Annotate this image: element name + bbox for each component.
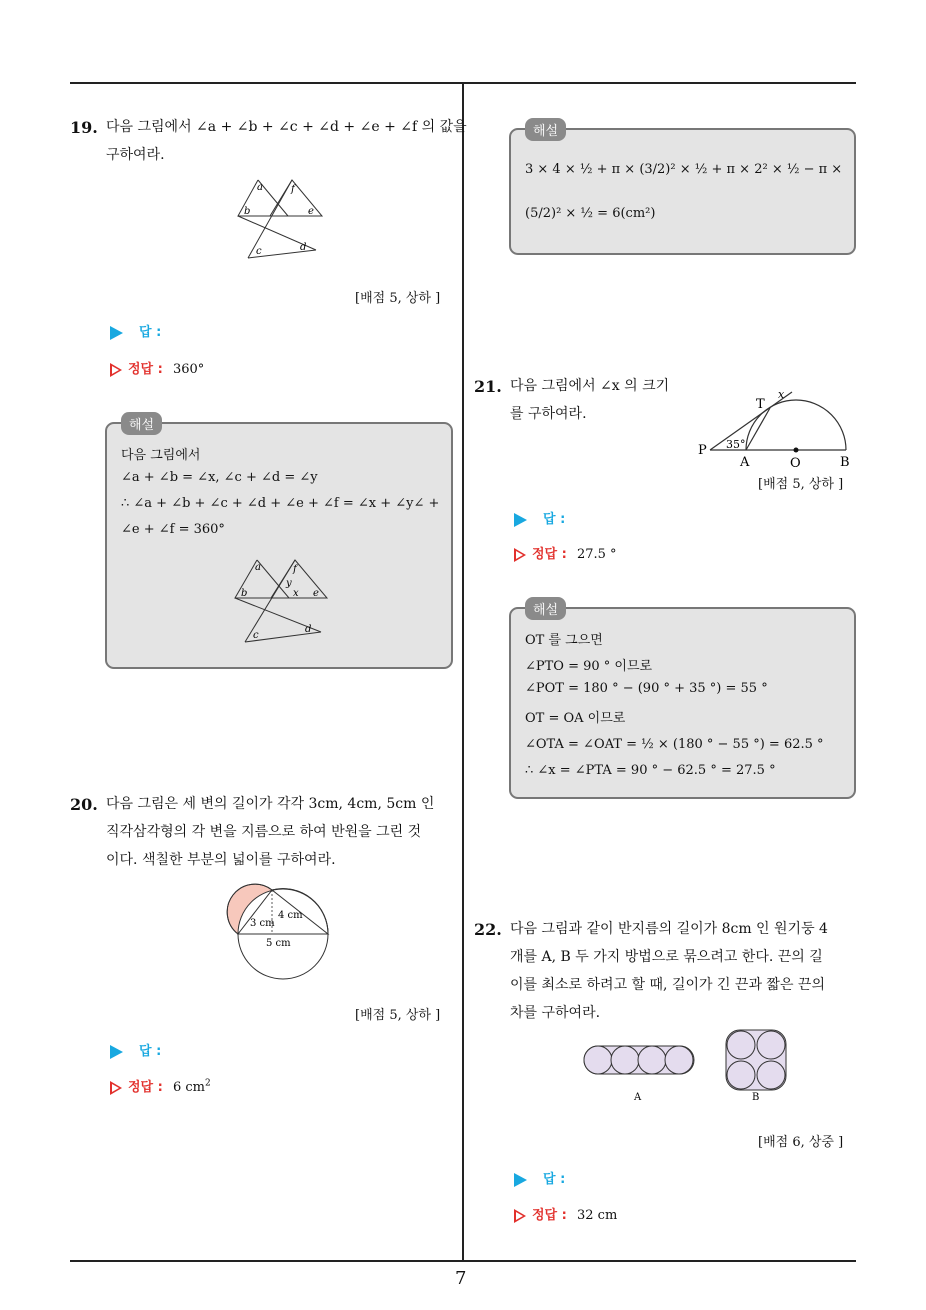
q19-exfig-label-y: y bbox=[286, 578, 292, 589]
q19-fig-label-e: e bbox=[308, 206, 314, 217]
q20-fig-label-4cm: 4 cm bbox=[278, 910, 303, 921]
q20-explain-line-1: 3 × 4 × ½ + π × (3/2)² × ½ + π × 2² × ½ − π × bbox=[525, 162, 843, 177]
q19-exfig-label-x: x bbox=[293, 588, 299, 599]
q19-exfig-label-b: b bbox=[241, 588, 248, 599]
answer-label: 답 : bbox=[139, 325, 162, 340]
correct-triangle-icon bbox=[110, 1081, 122, 1095]
q19-exfig-label-e: e bbox=[313, 588, 319, 599]
q20-explanation-box bbox=[509, 124, 856, 255]
q21-answer-row bbox=[514, 508, 565, 527]
q19-number: 19. bbox=[70, 118, 98, 137]
bottom-rule bbox=[70, 1260, 856, 1262]
q19-fig-label-c: c bbox=[256, 246, 262, 257]
q22-text-4: 차를 구하여라. bbox=[510, 1005, 601, 1021]
q22-correct-row bbox=[514, 1204, 617, 1223]
q19-explain-line-2: ∠a + ∠b = ∠x, ∠c + ∠d = ∠y bbox=[121, 470, 318, 485]
column-divider bbox=[462, 82, 464, 1262]
q19-exfig-label-a: a bbox=[255, 562, 261, 573]
q19-fig-label-b: b bbox=[244, 206, 251, 217]
q20-answer-sup: 2 bbox=[205, 1078, 211, 1089]
q20-score: [배점 5, 상하 ] bbox=[355, 1008, 441, 1023]
q21-explain-line-2: ∠PTO = 90 ° 이므로 bbox=[525, 659, 653, 674]
q21-answer-value: 27.5 ° bbox=[576, 547, 617, 562]
q21-correct-row bbox=[514, 543, 617, 562]
q21-fig-label-P: P bbox=[698, 443, 707, 458]
q21-explain-line-6: ∴ ∠x = ∠PTA = 90 ° − 62.5 ° = 27.5 ° bbox=[525, 763, 776, 778]
answer-triangle-icon bbox=[514, 513, 527, 527]
q19-fig-label-d: d bbox=[300, 242, 307, 253]
q19-explain-line-1: 다음 그림에서 bbox=[121, 448, 201, 463]
q21-fig-label-x: x bbox=[778, 388, 785, 401]
q19-fig-label-a: a bbox=[257, 182, 263, 193]
q19-explain-figure bbox=[227, 552, 337, 648]
q19-figure bbox=[230, 172, 330, 264]
q22-number: 22. bbox=[474, 920, 502, 939]
q20-answer-row bbox=[110, 1040, 161, 1059]
q20-text-1: 다음 그림은 세 변의 길이가 각각 3cm, 4cm, 5cm 인 bbox=[106, 796, 435, 812]
answer-label: 답 : bbox=[139, 1044, 162, 1059]
correct-label: 정답 : bbox=[532, 547, 567, 562]
q19-exfig-label-f: f bbox=[293, 564, 297, 575]
q22-score: [배점 6, 상중 ] bbox=[758, 1135, 844, 1150]
page-number: 7 bbox=[455, 1268, 467, 1289]
answer-label: 답 : bbox=[543, 512, 566, 527]
q19-text-2: 구하여라. bbox=[106, 147, 165, 163]
q21-score: [배점 5, 상하 ] bbox=[758, 477, 844, 492]
q19-correct-row bbox=[110, 358, 204, 377]
q21-figure bbox=[696, 386, 858, 470]
q19-answer-value: 360° bbox=[172, 362, 205, 377]
q21-fig-label-35: 35° bbox=[726, 438, 746, 451]
q20-text-3: 이다. 색칠한 부분의 넓이를 구하여라. bbox=[106, 852, 336, 868]
q21-explain-line-1: OT 를 그으면 bbox=[525, 633, 603, 648]
answer-triangle-icon bbox=[514, 1173, 527, 1187]
correct-triangle-icon bbox=[514, 548, 526, 562]
q20-fig-label-5cm: 5 cm bbox=[266, 938, 291, 949]
q19-score: [배점 5, 상하 ] bbox=[355, 291, 441, 306]
q20-number: 20. bbox=[70, 795, 98, 814]
correct-label: 정답 : bbox=[128, 362, 163, 377]
q22-text-1: 다음 그림과 같이 반지름의 길이가 8cm 인 원기둥 4 bbox=[510, 921, 828, 937]
explanation-tag: 해설 bbox=[525, 118, 566, 141]
q21-text-1: 다음 그림에서 ∠x 의 크기 bbox=[510, 378, 670, 394]
q22-text-2: 개를 A, B 두 가지 방법으로 묶으려고 한다. 끈의 길 bbox=[510, 949, 823, 965]
q21-explain-line-5: ∠OTA = ∠OAT = ½ × (180 ° − 55 °) = 62.5 ° bbox=[525, 737, 824, 752]
q21-explain-line-3: ∠POT = 180 ° − (90 ° + 35 °) = 55 ° bbox=[525, 681, 768, 696]
q19-exfig-label-d: d bbox=[305, 624, 312, 635]
answer-triangle-icon bbox=[110, 326, 123, 340]
q19-explain-line-3: ∴ ∠a + ∠b + ∠c + ∠d + ∠e + ∠f = ∠x + ∠y∠ + bbox=[121, 496, 440, 511]
answer-triangle-icon bbox=[110, 1045, 123, 1059]
q20-answer-value: 6 cm bbox=[172, 1080, 205, 1095]
q22-answer-row bbox=[514, 1168, 565, 1187]
q22-figure bbox=[578, 1026, 798, 1104]
explanation-tag: 해설 bbox=[121, 412, 162, 435]
q20-text-2: 직각삼각형의 각 변을 지름으로 하여 반원을 그린 것 bbox=[106, 824, 422, 840]
correct-label: 정답 : bbox=[128, 1080, 163, 1095]
q19-exfig-label-c: c bbox=[253, 630, 259, 641]
correct-triangle-icon bbox=[110, 363, 122, 377]
q21-fig-label-T: T bbox=[756, 397, 765, 412]
q21-fig-label-B: B bbox=[840, 455, 850, 470]
q19-explain-line-4: ∠e + ∠f = 360° bbox=[121, 522, 225, 537]
q22-fig-label-B: B bbox=[752, 1092, 760, 1103]
q22-answer-value: 32 cm bbox=[576, 1208, 618, 1223]
q22-fig-label-A: A bbox=[634, 1092, 642, 1103]
correct-label: 정답 : bbox=[532, 1208, 567, 1223]
q21-number: 21. bbox=[474, 377, 502, 396]
q21-explain-line-4: OT = OA 이므로 bbox=[525, 711, 626, 726]
q19-fig-label-f: f bbox=[291, 184, 295, 195]
q19-explanation-box bbox=[105, 418, 453, 669]
q19-text-1: 다음 그림에서 ∠a + ∠b + ∠c + ∠d + ∠e + ∠f 의 값을 bbox=[106, 119, 467, 135]
q20-explain-line-2: (5/2)² × ½ = 6(cm²) bbox=[525, 206, 656, 221]
q21-fig-label-A: A bbox=[740, 455, 750, 470]
answer-label: 답 : bbox=[543, 1172, 566, 1187]
q20-figure bbox=[226, 876, 342, 980]
correct-triangle-icon bbox=[514, 1209, 526, 1223]
q22-text-3: 이를 최소로 하려고 할 때, 길이가 긴 끈과 짧은 끈의 bbox=[510, 977, 825, 993]
explanation-tag: 해설 bbox=[525, 597, 566, 620]
q20-fig-label-3cm: 3 cm bbox=[250, 918, 275, 929]
q21-explanation-box bbox=[509, 603, 856, 799]
q21-fig-label-O: O bbox=[790, 456, 801, 470]
q21-text-2: 를 구하여라. bbox=[510, 406, 587, 422]
q19-answer-row bbox=[110, 321, 161, 340]
q20-correct-row bbox=[110, 1076, 211, 1095]
